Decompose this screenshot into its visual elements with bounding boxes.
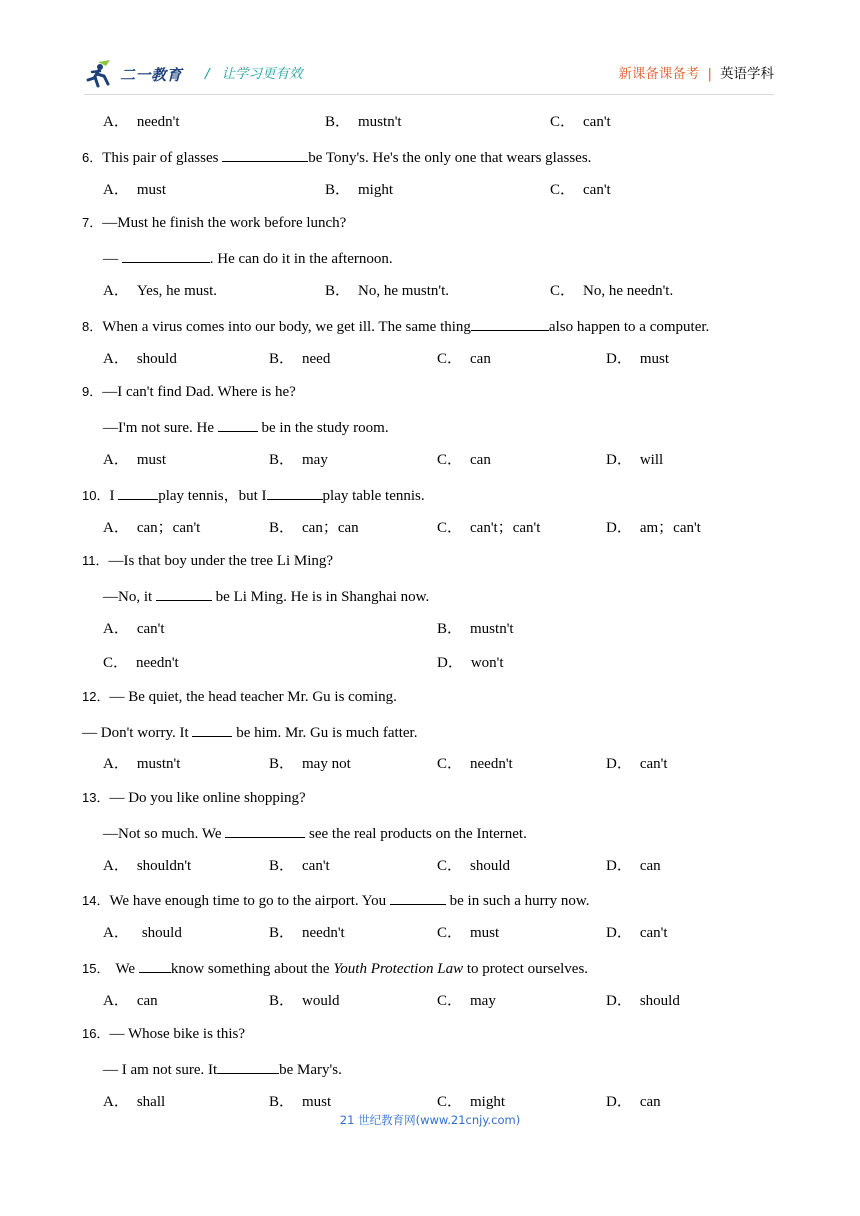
q14-stem: 14．We have enough time to go to the airport. You be in such a hurry now. [82,890,589,910]
q11-option-a: A． can't [103,621,165,637]
header-right [618,62,774,82]
q15-option-c: C． may [437,993,496,1009]
q6-option-a: A． must [103,182,167,198]
q6-option-b: B． might [325,182,394,198]
q10-option-b: B． can；can [269,520,359,536]
q14-option-d: D． can't [606,925,668,941]
q15-stem: 15． We know something about the Youth Protection Law to protect ourselves. [82,958,588,978]
q8-option-a: A． should [103,351,177,367]
blank [217,1059,279,1074]
q9-response: —I'm not sure. He be in the study room. [103,417,389,437]
q10-option-c: C． can't；can't [437,520,541,536]
q12-option-a: A． mustn't [103,756,181,772]
blank [156,586,212,601]
q8-option-d: D． must [606,351,670,367]
header-separator: | [707,66,712,82]
page-footer: 21 世纪教育网(www.21cnjy.com) [339,1113,521,1127]
q10-option-d: D． am；can't [606,520,701,536]
header-divider [84,94,774,95]
blank [225,823,305,838]
q13-response: —Not so much. We see the real products on the Internet. [103,823,527,843]
q11-option-d: D． won't [437,655,504,671]
q16-option-c: C． might [437,1094,506,1110]
q13-stem: 13．— Do you like online shopping? [82,790,306,806]
q13-option-c: C． should [437,858,511,874]
q9-option-d: D． will [606,452,664,468]
q16-option-b: B． must [269,1094,332,1110]
blank [118,485,158,500]
q9-option-c: C． can [437,452,491,468]
q12-response: — Don't worry. It be him. Mr. Gu is much fatter. [82,722,417,742]
runner-logo-icon [84,58,120,90]
q6-option-c: C． can't [550,182,611,198]
q16-option-d: D． can [606,1094,661,1110]
q7-option-b: B． No, he mustn't. [325,283,450,299]
q16-response: — I am not sure. It be Mary's. [103,1059,342,1079]
blank [192,722,232,737]
q8-stem: 8．When a virus comes into our body, we get ill. The same thing also happen to a computer. [82,316,709,336]
q13-option-a: A． shouldn't [103,858,192,874]
q16-stem: 16．— Whose bike is this? [82,1026,246,1042]
q7-option-c: C． No, he needn't. [550,283,674,299]
blank [471,316,549,331]
blank [390,890,446,905]
q13-option-b: B． can't [269,858,330,874]
q11-option-b: B． mustn't [437,621,514,637]
q8-option-c: C． can [437,351,491,367]
q9-option-a: A． must [103,452,167,468]
q7-response: — . He can do it in the afternoon. [103,248,393,268]
q12-option-b: B． may not [269,756,351,772]
q12-option-d: D． can't [606,756,668,772]
q12-option-c: C． needn't [437,756,513,772]
q14-option-b: B． needn't [269,925,345,941]
q11-option-c: C． needn't [103,655,179,671]
q9-option-b: B． may [269,452,328,468]
slogan-text: 让学习更有效 [221,66,303,82]
q11-stem: 11．—Is that boy under the tree Li Ming? [82,553,334,569]
q5-option-c: C． can't [550,114,611,130]
logo [84,58,194,90]
q15-option-d: D． should [606,993,680,1009]
page-header [0,0,860,100]
q10-option-a: A． can；can't [103,520,201,536]
slogan: / 让学习更有效 [205,66,303,82]
q7-option-a: A． Yes, he must. [103,283,217,299]
q6-stem: 6．This pair of glasses be Tony's. He's the only one that wears glasses. [82,147,591,167]
q15-option-b: B． would [269,993,340,1009]
q14-option-a: A． should [103,925,182,941]
q13-option-d: D． can [606,858,661,874]
q7-stem: 7．—Must he finish the work before lunch? [82,215,347,231]
q15-option-a: A． can [103,993,158,1009]
blank [222,147,308,162]
q11-response: —No, it be Li Ming. He is in Shanghai now. [103,586,429,606]
q12-stem: 12．— Be quiet, the head teacher Mr. Gu is coming. [82,689,397,705]
logo-text: 二一教育 [120,66,183,84]
blank [218,417,258,432]
q16-option-a: A． shall [103,1094,166,1110]
blank [122,248,210,263]
q9-stem: 9．—I can't find Dad. Where is he? [82,384,296,400]
blank [267,485,323,500]
q8-option-b: B． need [269,351,331,367]
q14-option-c: C． must [437,925,500,941]
header-course-label: 新课备课备考 [618,66,700,82]
header-subject: 英语学科 [720,66,774,82]
q5-option-a: A． needn't [103,114,180,130]
blank [139,958,171,973]
q10-stem: 10．I play tennis，but I play table tennis. [82,485,425,505]
q5-option-b: B． mustn't [325,114,402,130]
